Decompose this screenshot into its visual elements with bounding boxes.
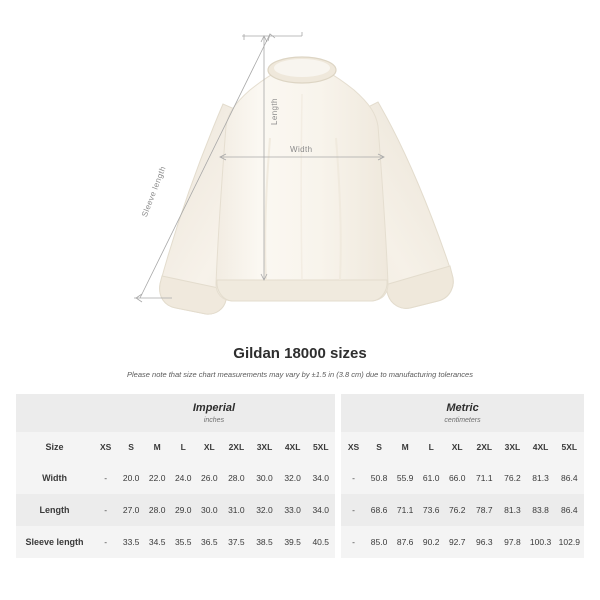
cell-length-metric-xs: - [341, 494, 366, 526]
size-header-imperial-m: M [144, 432, 170, 462]
title-block [0, 345, 600, 379]
cell-length-imperial-m: 28.0 [144, 494, 170, 526]
size-header-imperial-xl: XL [196, 432, 222, 462]
cell-sleeve-imperial-s: 33.5 [118, 526, 144, 558]
cell-length-metric-xl: 76.2 [444, 494, 470, 526]
cell-length-metric-2xl: 78.7 [470, 494, 498, 526]
cell-length-imperial-s: 27.0 [118, 494, 144, 526]
cell-sleeve-imperial-m: 34.5 [144, 526, 170, 558]
cell-sleeve-metric-4xl: 100.3 [526, 526, 554, 558]
size-header-metric-3xl: 3XL [498, 432, 526, 462]
cell-length-imperial-3xl: 32.0 [250, 494, 278, 526]
size-header-metric-2xl: 2XL [470, 432, 498, 462]
cell-length-metric-m: 71.1 [392, 494, 418, 526]
size-table [16, 394, 584, 558]
page-title: Gildan 18000 sizes [233, 345, 367, 362]
cell-width-imperial-2xl: 28.0 [222, 462, 250, 494]
cell-length-metric-s: 68.6 [366, 494, 392, 526]
cell-width-imperial-s: 20.0 [118, 462, 144, 494]
cell-length-metric-4xl: 83.8 [526, 494, 554, 526]
size-header-row [16, 432, 584, 462]
cell-width-metric-xs: - [341, 462, 366, 494]
cell-width-imperial-5xl: 34.0 [307, 462, 335, 494]
cell-length-imperial-2xl: 31.0 [222, 494, 250, 526]
cell-sleeve-imperial-3xl: 38.5 [250, 526, 278, 558]
cell-sleeve-imperial-xl: 36.5 [196, 526, 222, 558]
cell-length-imperial-xl: 30.0 [196, 494, 222, 526]
cell-sleeve-metric-xs: - [341, 526, 366, 558]
cell-sleeve-metric-s: 85.0 [366, 526, 392, 558]
cell-width-metric-xl: 66.0 [444, 462, 470, 494]
table-row [16, 462, 584, 494]
width-label: Width [290, 145, 313, 154]
cell-width-metric-2xl: 71.1 [470, 462, 498, 494]
sweatshirt-image [120, 18, 480, 318]
cell-sleeve-imperial-l: 35.5 [170, 526, 196, 558]
unit-header-row [16, 394, 584, 432]
unit-name-metric: Metric [446, 401, 479, 414]
row-label-sleeve-length: Sleeve length [16, 526, 93, 558]
length-label: Length [270, 98, 279, 125]
cell-length-metric-3xl: 81.3 [498, 494, 526, 526]
size-header-imperial-s: S [118, 432, 144, 462]
cell-sleeve-metric-m: 87.6 [392, 526, 418, 558]
row-label-width: Width [16, 462, 93, 494]
size-header-imperial-2xl: 2XL [222, 432, 250, 462]
cell-sleeve-imperial-xs: - [93, 526, 118, 558]
sleeve-length-label: Sleeve length [140, 164, 168, 219]
unit-header-imperial [93, 394, 335, 432]
table-row [16, 526, 584, 558]
cell-width-metric-4xl: 81.3 [526, 462, 554, 494]
cell-width-metric-l: 61.0 [418, 462, 444, 494]
size-header-metric-xl: XL [444, 432, 470, 462]
cell-sleeve-metric-3xl: 97.8 [498, 526, 526, 558]
size-header-metric-5xl: 5XL [555, 432, 584, 462]
table-row [16, 494, 584, 526]
size-header-imperial-5xl: 5XL [307, 432, 335, 462]
cell-length-imperial-l: 29.0 [170, 494, 196, 526]
cell-width-imperial-4xl: 32.0 [279, 462, 307, 494]
cell-sleeve-imperial-2xl: 37.5 [222, 526, 250, 558]
cell-sleeve-metric-l: 90.2 [418, 526, 444, 558]
cell-sleeve-imperial-4xl: 39.5 [279, 526, 307, 558]
size-header-metric-m: M [392, 432, 418, 462]
size-table-wrapper [16, 394, 584, 558]
cell-width-imperial-l: 24.0 [170, 462, 196, 494]
cell-width-metric-m: 55.9 [392, 462, 418, 494]
row-label-length: Length [16, 494, 93, 526]
size-header-metric-xs: XS [341, 432, 366, 462]
cell-sleeve-metric-xl: 92.7 [444, 526, 470, 558]
cell-width-metric-3xl: 76.2 [498, 462, 526, 494]
cell-width-imperial-xl: 26.0 [196, 462, 222, 494]
cell-length-metric-5xl: 86.4 [555, 494, 584, 526]
unit-sub-metric: centimeters [444, 416, 481, 424]
cell-length-imperial-5xl: 34.0 [307, 494, 335, 526]
size-header-imperial-4xl: 4XL [279, 432, 307, 462]
size-header-label: Size [16, 432, 93, 462]
size-header-imperial-l: L [170, 432, 196, 462]
unit-name-imperial: Imperial [192, 401, 236, 414]
cell-length-imperial-4xl: 33.0 [279, 494, 307, 526]
unit-header-metric [341, 394, 584, 432]
size-header-imperial-3xl: 3XL [250, 432, 278, 462]
cell-sleeve-metric-5xl: 102.9 [555, 526, 584, 558]
cell-width-imperial-3xl: 30.0 [250, 462, 278, 494]
size-header-metric-s: S [366, 432, 392, 462]
size-header-metric-l: L [418, 432, 444, 462]
cell-sleeve-metric-2xl: 96.3 [470, 526, 498, 558]
cell-sleeve-imperial-5xl: 40.5 [307, 526, 335, 558]
cell-length-imperial-xs: - [93, 494, 118, 526]
cell-width-imperial-m: 22.0 [144, 462, 170, 494]
unit-header-spacer [16, 394, 93, 432]
cell-width-metric-s: 50.8 [366, 462, 392, 494]
cell-length-metric-l: 73.6 [418, 494, 444, 526]
tolerance-note: Please note that size chart measurements may vary by ±1.5 in (3.8 cm) due to manufacturing tolerances [127, 370, 473, 379]
unit-sub-imperial: inches [203, 416, 225, 424]
cell-width-imperial-xs: - [93, 462, 118, 494]
size-header-imperial-xs: XS [93, 432, 118, 462]
size-header-metric-4xl: 4XL [526, 432, 554, 462]
cell-width-metric-5xl: 86.4 [555, 462, 584, 494]
